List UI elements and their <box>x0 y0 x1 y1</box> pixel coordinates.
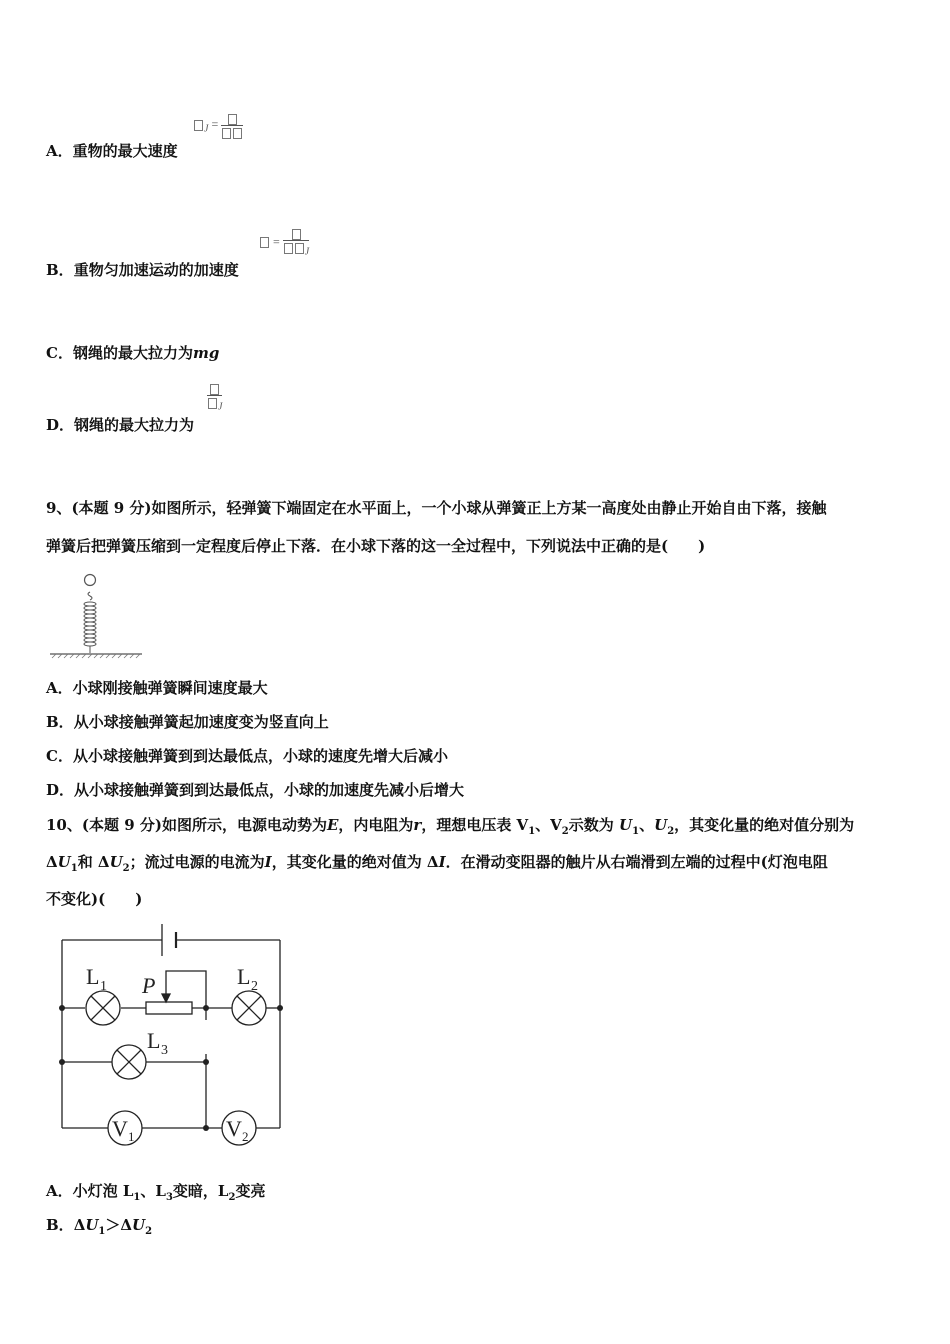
label-l1-sub: 1 <box>100 979 107 994</box>
q10-option-b: B．$\Delta U_1>\Delta U_2$ <box>46 1216 153 1237</box>
q10-stem-line2: $\Delta U_1$和 $\Delta U_2$；流过电源的电流为I，其变化量的绝对值为 ΔI．在滑动变阻器的触片从右端滑到左端的过程中(灯泡电阻 <box>46 853 828 874</box>
formula-max-speed: $_J$ = <box>193 112 243 139</box>
circuit-diagram <box>50 920 290 1152</box>
q8-option-c: C．钢绳的最大拉力为mg <box>46 344 220 362</box>
q10-option-a: A．小灯泡 $L_1$、$L_3$变暗，$L_2$变亮 <box>46 1182 266 1203</box>
formula-acceleration: = $_J$ <box>259 227 309 258</box>
q8-option-b: B．重物匀加速运动的加速度 <box>46 261 239 279</box>
q8-option-d: D．钢绳的最大拉力为 <box>46 416 195 434</box>
label-l3-sub: 3 <box>161 1043 168 1058</box>
label-l3-letter: L <box>147 1028 161 1053</box>
q9-stem-line2: 弹簧后把弹簧压缩到一定程度后停止下落．在小球下落的这一全过程中，下列说法中正确的是( ) <box>46 537 706 555</box>
q9-option-c: C．从小球接触弹簧到到达最低点，小球的速度先增大后减小 <box>46 747 448 765</box>
ball <box>85 575 96 586</box>
spring <box>84 592 96 653</box>
formula-max-tension: J <box>207 382 222 413</box>
q10-stem-line3: 不变化)( ) <box>46 890 143 908</box>
q8-option-a: A．重物的最大速度 <box>46 142 178 160</box>
label-l2-letter: L <box>237 964 251 989</box>
rheostat <box>146 1002 192 1014</box>
q9-option-b: B．从小球接触弹簧起加速度变为竖直向上 <box>46 713 329 731</box>
q9-option-d: D．从小球接触弹簧到到达最低点，小球的加速度先减小后增大 <box>46 781 465 799</box>
spring-ball-figure <box>48 570 144 662</box>
label-v2-sub: 2 <box>242 1129 249 1144</box>
q10-stem-line1: 10、(本题 9 分)如图所示，电源电动势为E，内电阻为r，理想电压表 $V_1$、$V_2$示数为 $U_1$、$U_2$，其变化量的绝对值分别为 <box>46 816 855 837</box>
label-p: P <box>142 973 156 998</box>
label-v1-sub: 1 <box>128 1129 135 1144</box>
label-v1-letter: V <box>112 1116 128 1141</box>
label-v2-letter: V <box>226 1116 242 1141</box>
q9-stem-line1: 9、(本题 9 分)如图所示，轻弹簧下端固定在水平面上，一个小球从弹簧正上方某一高度处由静止开始自由下落，接触 <box>46 499 827 517</box>
label-l2-sub: 2 <box>251 979 258 994</box>
label-l1-letter: L <box>86 964 100 989</box>
q9-option-a: A．小球刚接触弹簧瞬间速度最大 <box>46 679 268 697</box>
